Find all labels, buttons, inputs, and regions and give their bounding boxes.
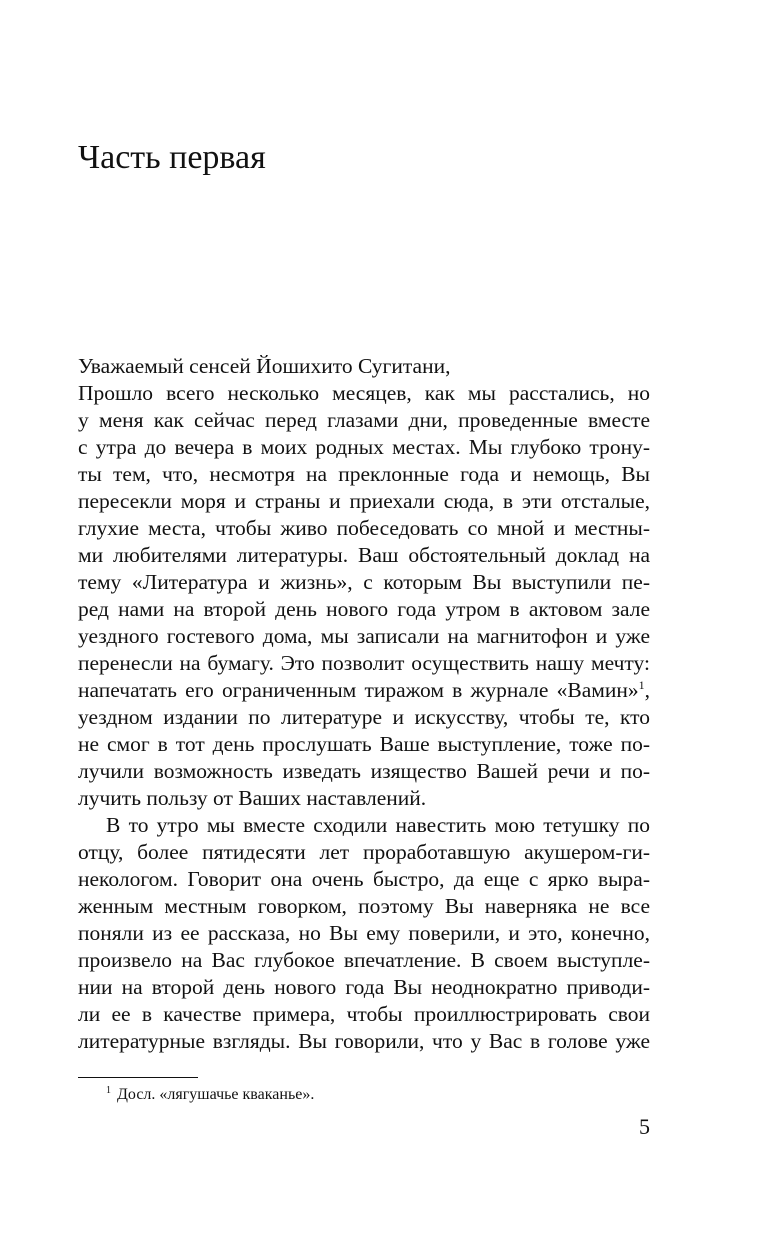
text-line: нии на второй день нового года Вы неоднократно приводи-: [78, 975, 650, 999]
text-line: не смог в тот день прослушать Ваше выступление, тоже по-: [78, 732, 650, 756]
text-line: отцу, более пятидесяти лет проработавшую акушером-ги-: [78, 840, 650, 864]
text-line: перенесли на бумагу. Это позволит осуществить нашу мечту:: [78, 651, 650, 675]
text-line: с утра до вечера в моих родных местах. Мы глубоко трону-: [78, 435, 650, 459]
text-line-with-footnote: [78, 677, 650, 704]
text-line: ред нами на второй день нового года утром в актовом зале: [78, 597, 650, 621]
text-line: ли ее в качестве примера, чтобы проиллюстрировать свои: [78, 1002, 650, 1026]
text-line: у меня как сейчас перед глазами дни, проведенные вместе: [78, 408, 650, 432]
text-line: литературные взгляды. Вы говорили, что у Вас в голове уже: [78, 1029, 650, 1053]
letter-body: [78, 353, 650, 1055]
text-line: некологом. Говорит она очень быстро, да еще с ярко выра-: [78, 867, 650, 891]
text-line: поняли из ее рассказа, но Вы ему поверили, и это, конечно,: [78, 921, 650, 945]
text-line: тему «Литература и жизнь», с которым Вы выступили пе-: [78, 570, 650, 594]
footnote-text: Досл. «лягушачье кваканье».: [117, 1086, 315, 1103]
text-line: лучить пользу от Ваших наставлений.: [78, 786, 427, 810]
text-line: женным местным говорком, поэтому Вы наверняка не все: [78, 894, 650, 918]
salutation: Уважаемый сенсей Йошихито Сугитани,: [78, 354, 451, 378]
footnote-marker: 1: [106, 1085, 111, 1096]
text-line: уездного гостевого дома, мы записали на магнитофон и уже: [78, 624, 650, 648]
text-line: глухие места, чтобы живо побеседовать со мной и местны-: [78, 516, 650, 540]
text-line: Прошло всего несколько месяцев, как мы расстались, но: [78, 381, 650, 405]
part-title: Часть первая: [78, 139, 266, 176]
text-segment: напечатать его ограниченным тиражом в журнале «Вамин»: [78, 678, 639, 702]
text-line: В то утро мы вместе сходили навестить мою тетушку по: [106, 813, 650, 837]
text-line: произвело на Вас глубокое впечатление. В своем выступле-: [78, 948, 650, 972]
footnote: [106, 1084, 314, 1106]
text-line: ми любителями литературы. Ваш обстоятельный доклад на: [78, 543, 650, 567]
text-segment: ,: [644, 678, 650, 702]
page-number: 5: [639, 1114, 650, 1139]
text-line: лучили возможность изведать изящество Вашей речи и по-: [78, 759, 650, 783]
text-line: пересекли моря и страны и приехали сюда, в эти отсталые,: [78, 489, 650, 513]
text-line: ты тем, что, несмотря на преклонные года и немощь, Вы: [78, 462, 650, 486]
footnote-reference[interactable]: 1: [638, 678, 645, 692]
text-line: уездном издании по литературе и искусству, чтобы те, кто: [78, 705, 650, 729]
footnote-divider: [78, 1077, 198, 1078]
